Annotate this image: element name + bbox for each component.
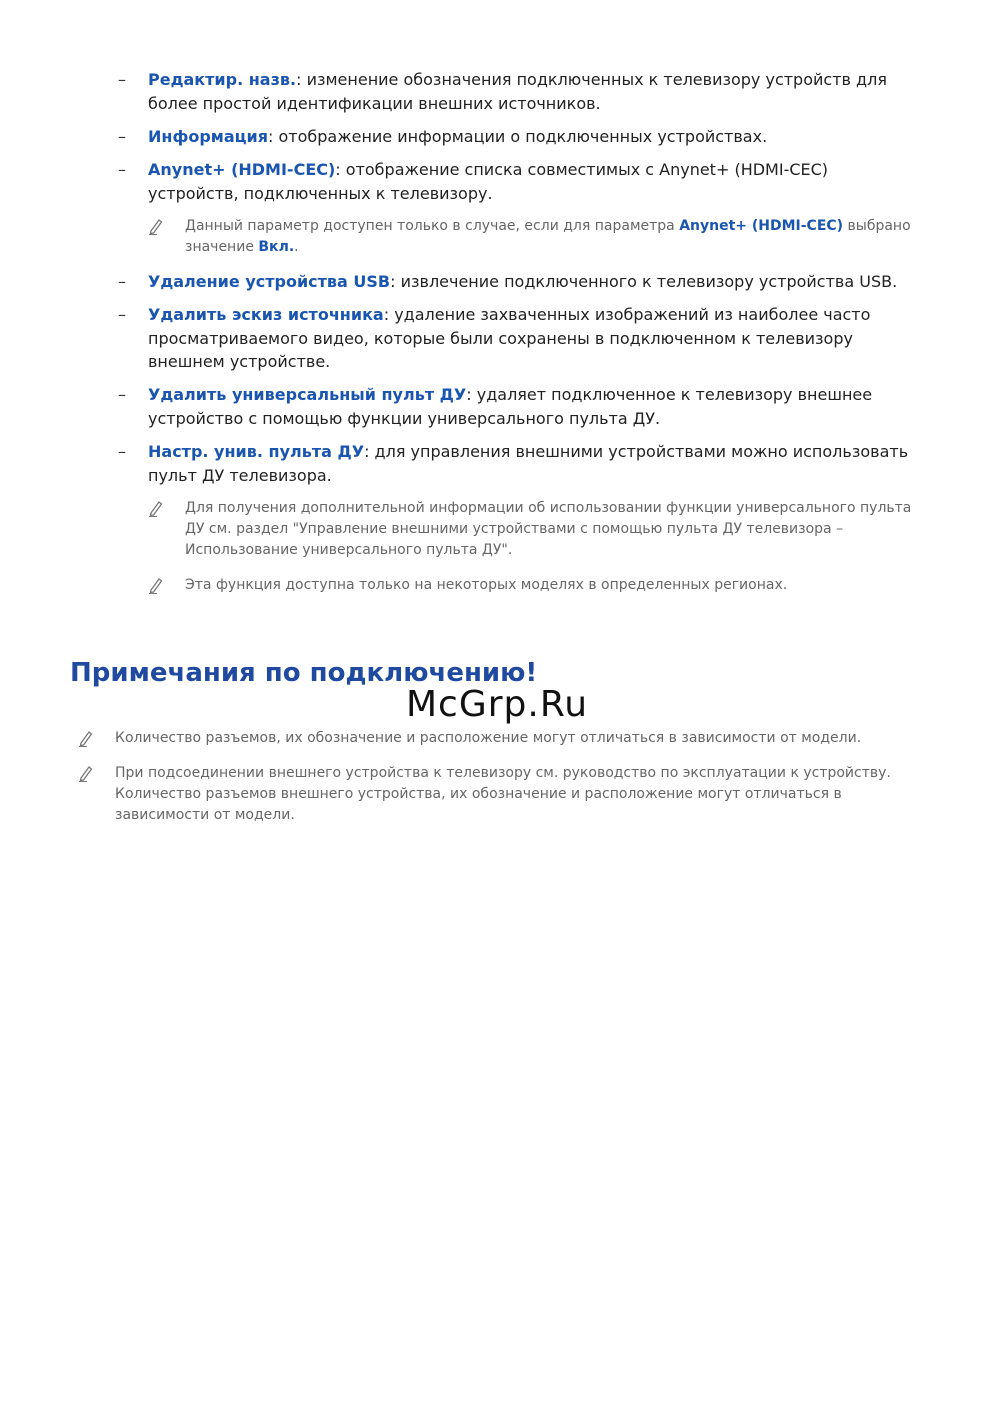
list-item (118, 158, 918, 205)
list-dash: – (118, 160, 126, 179)
item-term: Anynet+ (HDMI-CEC) (148, 160, 336, 179)
item-text: : извлечение подключенного к телевизору устройства USB. (390, 272, 898, 291)
item-text: : отображение списка совместимых с Anynet+ (HDMI-CEC) устройств, подключенных к телевизору. (148, 160, 829, 203)
list-dash: – (118, 70, 126, 89)
list-item (118, 383, 918, 430)
sub-note-universal-remote (148, 498, 918, 561)
item-term: Удалить универсальный пульт ДУ (148, 385, 467, 404)
pencil-note-icon (148, 499, 164, 517)
item-term: Настр. унив. пульта ДУ (148, 442, 365, 461)
item-text: : изменение обозначения подключенных к телевизору устройств для более простой идентификации внешних источников. (148, 70, 887, 113)
note-text: . (294, 239, 299, 255)
note-text: Количество разъемов, их обозначение и расположение могут отличаться в зависимости от модели. (115, 730, 862, 746)
note-text: Для получения дополнительной информации об использовании функции универсального пульта ДУ см. раздел "Управление внешними устройствами с помощью пульта ДУ телевизора – Использование универсального пульта ДУ". (185, 500, 912, 558)
note-term: Anynet+ (HDMI-CEC) (679, 218, 844, 234)
connection-note (78, 763, 918, 826)
item-term: Удаление устройства USB (148, 272, 391, 291)
list-dash: – (118, 442, 126, 461)
item-term: Редактир. назв. (148, 70, 297, 89)
item-text: : отображение информации о подключенных устройствах. (267, 127, 768, 146)
list-item (118, 303, 918, 374)
sub-note-anynet (148, 216, 918, 258)
item-term: Информация (148, 127, 268, 146)
sub-note-regions (148, 575, 918, 596)
list-item (118, 125, 918, 149)
item-text: : удаляет подключенное к телевизору внешнее устройство с помощью функции универсального пульта ДУ. (148, 385, 873, 428)
list-dash: – (118, 385, 126, 404)
note-term: Вкл. (258, 239, 295, 255)
connection-note (78, 728, 918, 749)
watermark: McGrp.Ru (406, 684, 589, 725)
list-item (118, 270, 918, 294)
list-item (118, 68, 918, 115)
note-text: При подсоединении внешнего устройства к телевизору см. руководство по эксплуатации к устройству. Количество разъемов внешнего устройства, их обозначение и расположение могут отличаться в зависимости от модели. (115, 765, 891, 823)
pencil-note-icon (148, 217, 164, 235)
pencil-note-icon (78, 764, 94, 782)
note-text: Эта функция доступна только на некоторых моделях в определенных регионах. (185, 577, 788, 593)
note-text: Данный параметр доступен только в случае, если для параметра (185, 218, 680, 234)
list-item (118, 440, 918, 487)
item-text: : удаление захваченных изображений из наиболее часто просматриваемого видео, которые были сохранены в подключенном к телевизору внешнем устройстве. (148, 305, 871, 371)
note-text: выбрано значение (185, 218, 911, 255)
pencil-note-icon (148, 576, 164, 594)
section-heading: Примечания по подключению! (70, 658, 538, 688)
list-dash: – (118, 305, 126, 324)
list-dash: – (118, 272, 126, 291)
item-term: Удалить эскиз источника (148, 305, 384, 324)
item-text: : для управления внешними устройствами можно использовать пульт ДУ телевизора. (148, 442, 909, 485)
pencil-note-icon (78, 729, 94, 747)
list-dash: – (118, 127, 126, 146)
